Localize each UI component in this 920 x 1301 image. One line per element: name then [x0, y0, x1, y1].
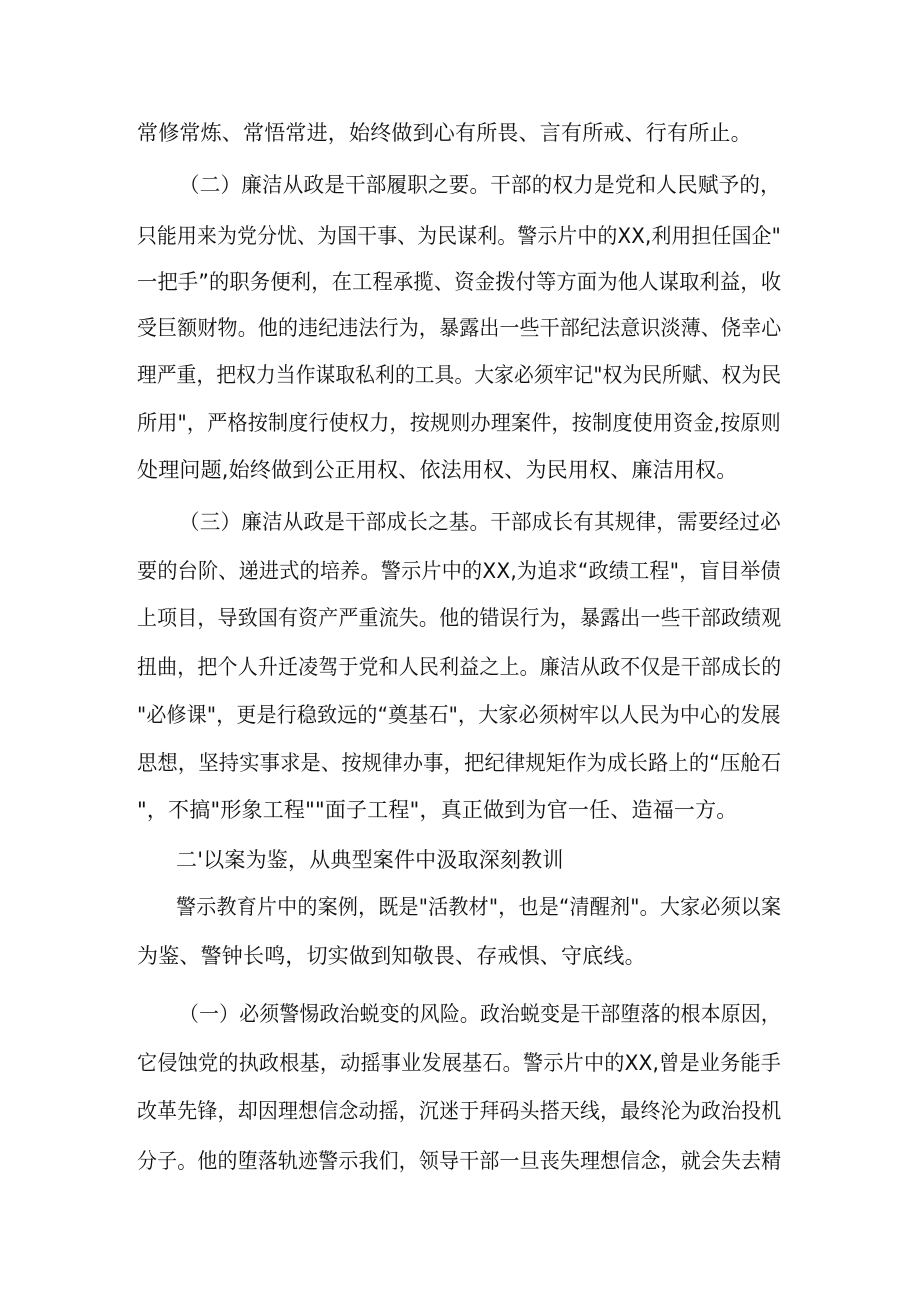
text-line: 为鉴、警钟长鸣，切实做到知敬畏、存戒惧、守底线。 [137, 944, 646, 968]
text-line: "必修课"，更是行稳致远的“奠基石"，大家必须树牢以人民为中心的发展 [137, 703, 781, 727]
text-line: （二）廉洁从政是干部履职之要。干部的权力是党和人民赋予的， [179, 173, 781, 197]
text-line: 常修常炼、常悟常进，始终做到心有所畏、言有所戒、行有所止。 [137, 121, 752, 145]
text-line: 它侵蚀党的执政根基，动摇事业发展基石。警示片中的XX,曾是业务能手 [137, 1051, 782, 1075]
text-line: 所用"，严格按制度行使权力，按规则办理案件，按制度使用资金,按原则 [137, 411, 781, 435]
text-line: 改革先锋，却因理想信念动摇，沉迷于拜码头搭天线，最终沦为政治投机 [137, 1099, 782, 1123]
text-line: 理严重，把权力当作谋取私利的工具。大家必须牢记"权为民所赋、权为民 [137, 363, 782, 387]
text-line: 上项目，导致国有资产严重流失。他的错误行为，暴露出一些干部政绩观 [137, 606, 782, 630]
text-line: 分子。他的堕落轨迹警示我们，领导干部一旦丧失理想信念，就会失去精 [137, 1149, 782, 1173]
text-line: 要的台阶、递进式的培养。警示片中的XX,为追求“政绩工程"，盲目举债 [137, 559, 781, 583]
text-line: "，不搞"形象工程""面子工程"，真正做到为官一任、造福一方。 [137, 798, 738, 822]
section-heading: 二'以案为鉴，从典型案件中汲取深刻教训 [176, 848, 564, 872]
text-line: 只能用来为党分忧、为国干事、为民谋利。警示片中的XX,利用担任国企" [137, 224, 781, 248]
text-line: 处理问题,始终做到公正用权、依法用权、为民用权、廉洁用权。 [137, 458, 738, 482]
text-line: 思想，坚持实事求是、按规律办事，把纪律规矩作为成长路上的“压舱石 [137, 751, 782, 775]
text-line: （三）廉洁从政是干部成长之基。干部成长有其规律，需要经过必 [179, 510, 781, 534]
text-line: 扭曲，把个人升迁凌驾于党和人民利益之上。廉洁从政不仅是干部成长的 [137, 655, 782, 679]
text-line: 一把手”的职务便利，在工程承揽、资金拨付等方面为他人谋取利益，收 [137, 270, 782, 294]
text-line: 受巨额财物。他的违纪违法行为，暴露出一些干部纪法意识淡薄、侥幸心 [137, 316, 782, 340]
text-line: 警示教育片中的案例，既是"活教材"，也是“清醒剂"。大家必须以案 [176, 895, 782, 919]
text-line: （一）必须警惕政治蜕变的风险。政治蜕变是干部堕落的根本原因， [179, 1002, 781, 1026]
